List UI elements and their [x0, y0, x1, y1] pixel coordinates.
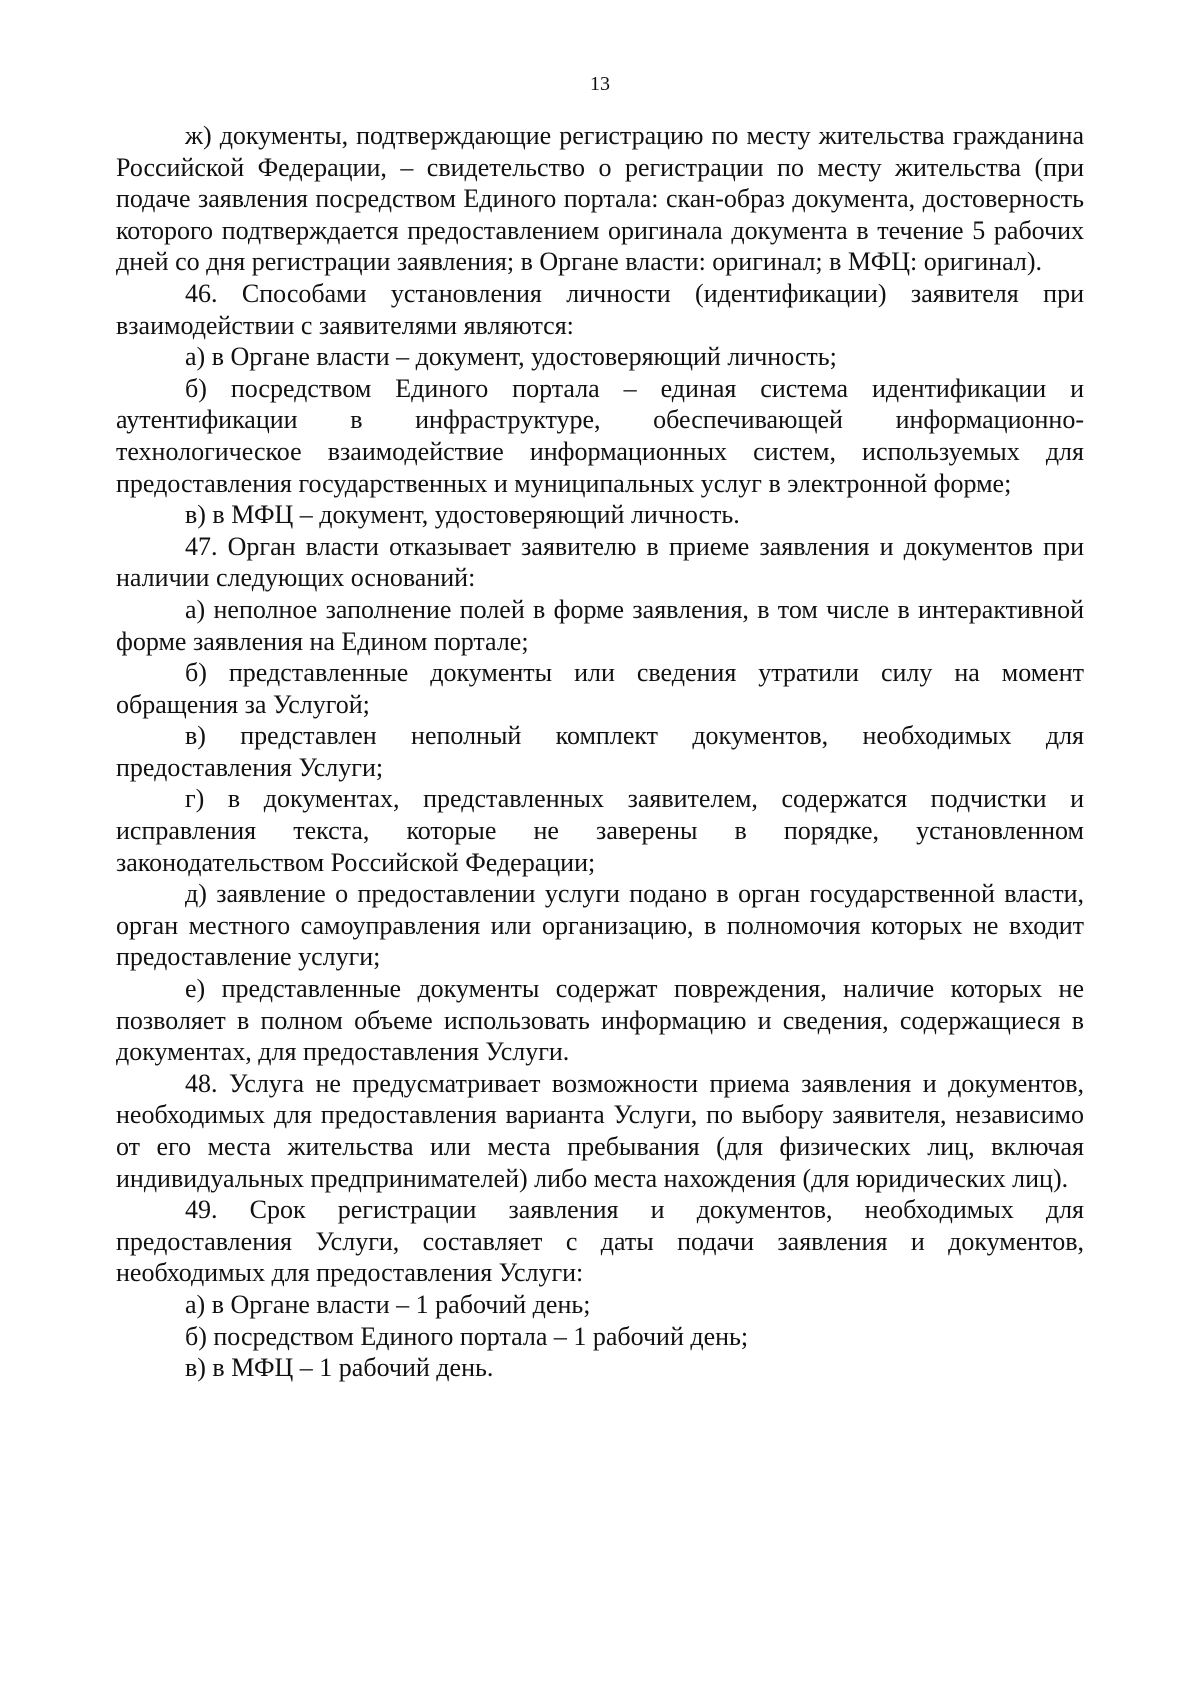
paragraph-47-refusal-grounds: 47. Орган власти отказывает заявителю в приеме заявления и документов при наличии следующих оснований: [116, 531, 1084, 593]
paragraph-47v: в) представлен неполный комплект документов, необходимых для предоставления Услуги; [116, 721, 1084, 782]
paragraph-49v: в) в МФЦ – 1 рабочий день. [185, 1353, 494, 1383]
paragraph-46v-mfc: в) в МФЦ – документ, удостоверяющий личность. [185, 500, 740, 530]
page-number: 13 [590, 73, 610, 95]
paragraph-47e: е) представленные документы содержат повреждения, наличие которых не позволяет в полном объеме использовать информацию и сведения, содержащиеся в документах, для предоставления Услуги. [116, 974, 1084, 1067]
document-body [116, 120, 1084, 1384]
paragraph-49-registration-term: 49. Срок регистрации заявления и документов, необходимых для предоставления Услуги, составляет с даты подачи заявления и документов, необходимых для предоставления Услуги: [116, 1195, 1084, 1288]
paragraph-zh-residence-documents: ж) документы, подтверждающие регистрацию по месту жительства гражданина Российской Федерации, – свидетельство о регистрации по месту жительства (при подаче заявления посредством Единого портала: скан-образ документа, достоверность которого подтверждается предоставлением оригинала документа в течение 5 рабочих дней со дня регистрации заявления; в Органе власти: оригинал; в МФЦ: оригинал). [116, 121, 1084, 277]
paragraph-46-identification-methods: 46. Способами установления личности (идентификации) заявителя при взаимодействии с заявителями являются: [116, 278, 1084, 340]
paragraph-49a: а) в Органе власти – 1 рабочий день; [185, 1289, 591, 1319]
paragraph-47a: а) неполное заполнение полей в форме заявления, в том числе в интерактивной форме заявления на Едином портале; [116, 594, 1084, 656]
paragraph-47b: б) представленные документы или сведения утратили силу на момент обращения за Услугой; [116, 658, 1084, 719]
paragraph-48-extraterritoriality: 48. Услуга не предусматривает возможности приема заявления и документов, необходимых для предоставления варианта Услуги, по выбору заявителя, независимо от его места жительства или места пребывания (для физических лиц, включая индивидуальных предпринимателей) либо места нахождения (для юридических лиц). [116, 1068, 1084, 1193]
paragraph-49b: б) посредством Единого портала – 1 рабочий день; [185, 1321, 749, 1351]
paragraph-46b-portal: б) посредством Единого портала – единая система идентификации и аутентификации в инфраструктуре, обеспечивающей информационно-технологическое взаимодействие информационных систем, используемых для предоставления государственных и муниципальных услуг в электронной форме; [116, 373, 1084, 498]
paragraph-47d: д) заявление о предоставлении услуги подано в орган государственной власти, орган местного самоуправления или организацию, в полномочия которых не входит предоставление услуги; [116, 879, 1084, 972]
paragraph-46a-authority: а) в Органе власти – документ, удостоверяющий личность; [185, 342, 837, 372]
paragraph-47g: г) в документах, представленных заявителем, содержатся подчистки и исправления текста, которые не заверены в порядке, установленном законодательством Российской Федерации; [116, 784, 1084, 877]
